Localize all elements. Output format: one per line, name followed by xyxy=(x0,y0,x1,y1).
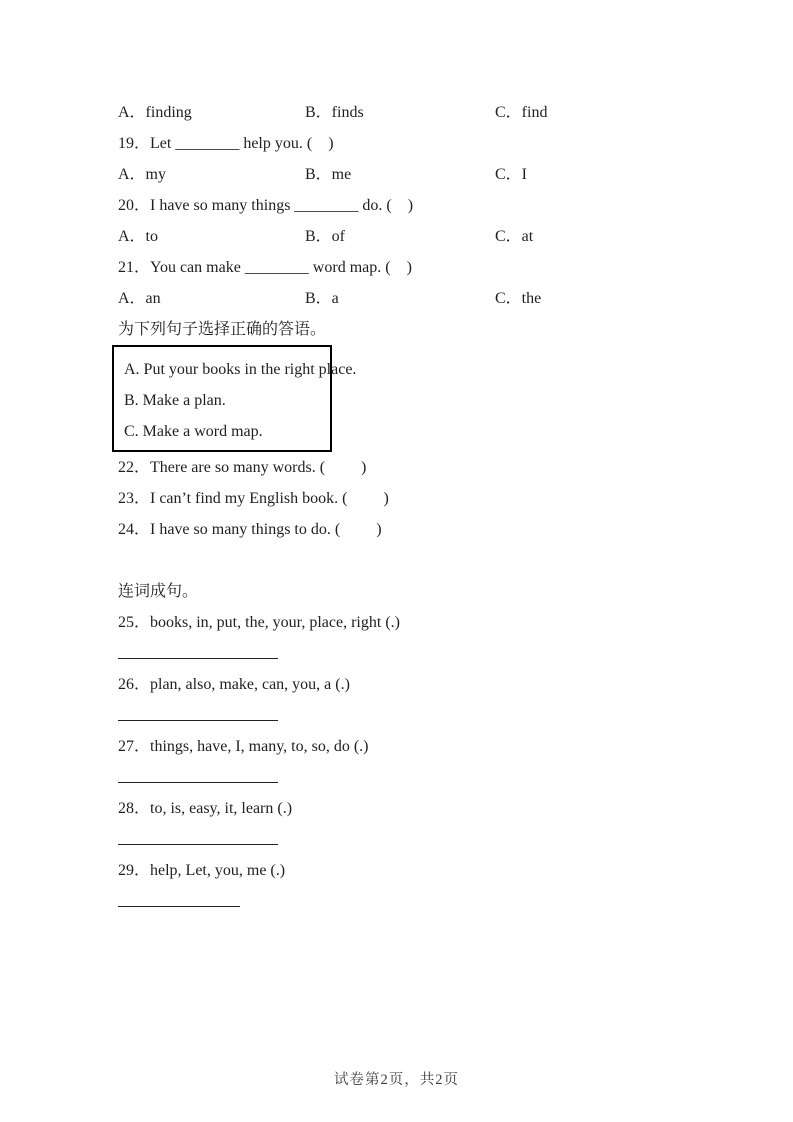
q29-answer-underline xyxy=(118,886,240,907)
section-gap xyxy=(118,545,718,576)
q29-item: 29．help, Let, you, me (.) xyxy=(118,862,286,879)
q26-item: 26．plan, also, make, can, you, a (.) xyxy=(118,676,350,693)
q20-option-c: C．at xyxy=(495,228,534,245)
matching-options-box xyxy=(112,345,357,452)
q23-item: 23．I can’t find my English book. ( ) xyxy=(118,490,389,507)
q19-option-b: B．me xyxy=(305,166,352,183)
q26-answer-row xyxy=(118,700,718,731)
exam-content xyxy=(118,97,718,917)
matching-instruction: 为下列句子选择正确的答语。 xyxy=(118,321,327,338)
q22-item: 22．There are so many words. ( ) xyxy=(118,459,367,476)
q21-stem: 21．You can make ________ word map. ( ) xyxy=(118,259,412,276)
q19-option-a: A．my xyxy=(118,166,167,183)
q24-item: 24．I have so many things to do. ( ) xyxy=(118,521,382,538)
q19-stem: 19．Let ________ help you. ( ) xyxy=(118,135,334,152)
box-option-a: A. Put your books in the right place. xyxy=(124,361,357,378)
q21-option-c: C．the xyxy=(495,290,542,307)
reorder-instruction: 连词成句。 xyxy=(118,583,199,600)
q29-answer-row xyxy=(118,886,718,917)
q20-option-b: B．of xyxy=(305,228,346,245)
q25-answer-row xyxy=(118,638,718,669)
q25-answer-underline xyxy=(118,638,278,659)
q27-answer-row xyxy=(118,762,718,793)
q26-answer-underline xyxy=(118,700,278,721)
q20-option-a: A．to xyxy=(118,228,159,245)
q21-option-a: A．an xyxy=(118,290,161,307)
q28-answer-underline xyxy=(118,824,278,845)
q28-answer-row xyxy=(118,824,718,855)
q21-options-row xyxy=(118,283,718,314)
q25-item: 25．books, in, put, the, your, place, right (.) xyxy=(118,614,400,631)
q28-item: 28．to, is, easy, it, learn (.) xyxy=(118,800,293,817)
box-option-b: B. Make a plan. xyxy=(124,392,226,409)
q18-option-b: B．finds xyxy=(305,104,364,121)
box-option-c: C. Make a word map. xyxy=(124,423,263,440)
q18-option-c: C．find xyxy=(495,104,548,121)
q27-item: 27．things, have, I, many, to, so, do (.) xyxy=(118,738,369,755)
q20-stem: 20．I have so many things ________ do. ( ) xyxy=(118,197,414,214)
q20-options-row xyxy=(118,221,718,252)
page-footer: 试卷第2页，共2页 xyxy=(334,1072,459,1088)
q27-answer-underline xyxy=(118,762,278,783)
q19-options-row xyxy=(118,159,718,190)
q21-option-b: B．a xyxy=(305,290,339,307)
q18-options-row xyxy=(118,97,718,128)
q19-option-c: C．I xyxy=(495,166,528,183)
q18-option-a: A．finding xyxy=(118,104,192,121)
